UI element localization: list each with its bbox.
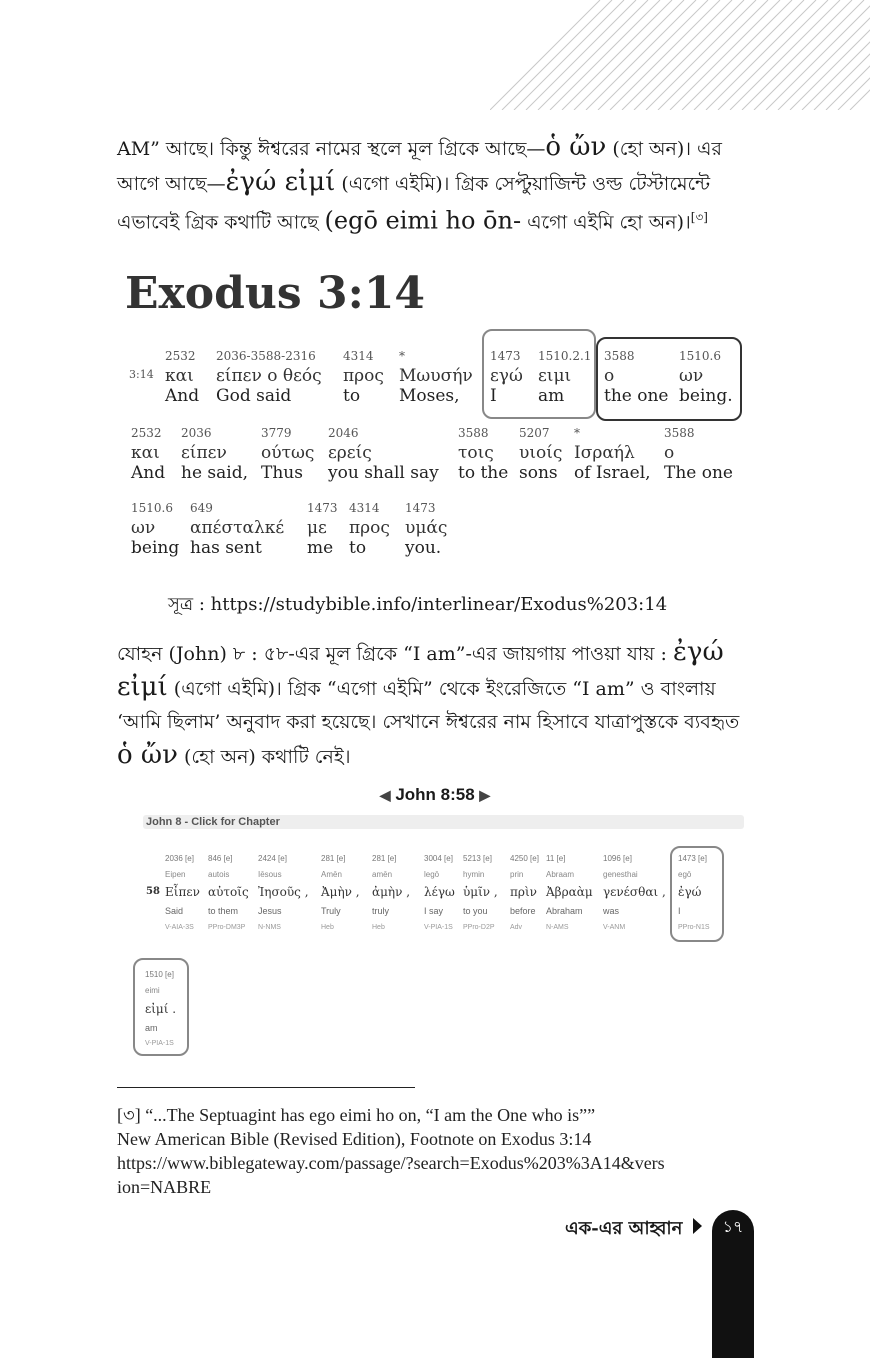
greek-word: εγώ <box>490 366 523 386</box>
text-span: এভাবেই গ্রিক কথাটি আছে <box>117 211 325 234</box>
corner-hatch-decoration <box>490 0 870 110</box>
english-gloss: Said <box>165 906 184 916</box>
english-gloss: has sent <box>190 538 262 558</box>
english-gloss: Abraham <box>546 906 583 916</box>
transliteration: genesthai <box>603 870 638 879</box>
latin-transliteration: (egō eimi ho ōn- <box>324 206 522 235</box>
highlight-eimi-box <box>133 958 189 1056</box>
strong-number[interactable]: 3004 [e] <box>424 854 453 863</box>
strong-number[interactable]: 2036 [e] <box>165 854 194 863</box>
greek-word: υμάς <box>405 518 448 538</box>
greek-word: ούτως <box>261 443 315 463</box>
greek-word: ἀμὴν , <box>372 885 411 899</box>
morphology: V-ANM <box>603 924 626 931</box>
greek-word: ερείς <box>328 443 372 463</box>
strong-number: 649 <box>190 501 213 515</box>
english-gloss: before <box>510 906 536 916</box>
strong-number[interactable]: 1510 [e] <box>145 970 174 979</box>
text-span: (হো অন)। এর <box>606 138 722 160</box>
strong-number[interactable]: 1473 [e] <box>678 854 707 863</box>
transliteration: prin <box>510 870 524 879</box>
footnote-line: New American Bible (Revised Edition), Footnote on Exodus 3:14 <box>117 1129 592 1149</box>
greek-eimi: εἰμί <box>117 672 168 702</box>
english-gloss: me <box>307 538 334 558</box>
english-gloss: I say <box>424 906 444 916</box>
strong-number: 2532 <box>131 426 162 440</box>
english-gloss: truly <box>372 906 390 916</box>
footnote-url[interactable]: ion=NABRE <box>117 1177 212 1197</box>
transliteration: eimi <box>145 986 160 995</box>
strong-number[interactable]: 281 [e] <box>372 854 397 863</box>
strong-number[interactable]: 1096 [e] <box>603 854 632 863</box>
greek-ho-on: ὁ ὤν <box>545 132 607 162</box>
morphology: Heb <box>321 924 334 931</box>
english-gloss: And <box>165 386 200 406</box>
greek-ego: ἐγώ <box>672 637 724 667</box>
morphology: PPro-DM3P <box>208 924 246 931</box>
greek-word: εἰμί . <box>145 1002 177 1016</box>
greek-word: ὑμῖν , <box>463 885 498 899</box>
page-number: ১৭ <box>722 1217 744 1236</box>
english-gloss: was <box>603 906 620 916</box>
transliteration: Iēsous <box>258 870 282 879</box>
strong-number[interactable]: 5213 [e] <box>463 854 492 863</box>
greek-word: ἐγώ <box>678 885 702 899</box>
greek-word: Ἰησοῦς , <box>258 885 309 899</box>
intro-line-3 <box>117 201 757 239</box>
strong-number: 2036-3588-2316 <box>216 349 316 363</box>
strong-number: * <box>399 349 405 363</box>
prev-arrow-icon[interactable]: ◀ <box>379 787 391 803</box>
john-paragraph <box>117 636 757 774</box>
greek-word: είπεν <box>181 443 227 463</box>
english-gloss: you shall say <box>328 463 439 483</box>
english-gloss: to <box>343 386 361 406</box>
text-span: (এগো এইমি)। গ্রিক সেপ্টুয়াজিন্ট ওল্ড টেস্টামেন্টে <box>335 173 711 195</box>
greek-word: προς <box>343 366 384 386</box>
english-gloss: sons <box>519 463 558 483</box>
greek-ego-eimi: ἐγώ εἰμί <box>225 167 336 197</box>
text-span: আগে আছে— <box>117 173 226 195</box>
morphology: V-AIA-3S <box>165 924 194 931</box>
exodus-title: Exodus 3:14 <box>125 268 426 319</box>
john-reference-title: John 8:58 <box>395 785 475 804</box>
intro-line-1 <box>117 131 757 166</box>
english-gloss: to the <box>458 463 509 483</box>
john-line-1 <box>117 636 757 671</box>
english-gloss: being <box>131 538 180 558</box>
morphology: Heb <box>372 924 385 931</box>
highlight-ho-on-box <box>596 337 742 421</box>
greek-word: ο <box>664 443 675 463</box>
chapter-link-bar[interactable]: John 8 - Click for Chapter <box>143 815 744 829</box>
english-gloss: I <box>490 386 497 406</box>
john-line-2 <box>117 671 757 706</box>
transliteration: Abraam <box>546 870 575 879</box>
english-gloss: of Israel, <box>574 463 651 483</box>
greek-word: ειμι <box>538 366 572 386</box>
strong-number: 4314 <box>343 349 374 363</box>
english-gloss: Thus <box>261 463 303 483</box>
english-gloss: the one <box>604 386 669 406</box>
greek-word: και <box>165 366 194 386</box>
intro-line-2 <box>117 166 757 201</box>
text-span: যোহন (John) ৮ : ৫৮-এর মূল গ্রিকে “I am”-এর জায়গায় পাওয়া যায় : <box>117 643 673 665</box>
strong-number: 1510.2.1 <box>538 349 592 363</box>
transliteration: amēn <box>372 870 393 879</box>
greek-word: τοις <box>458 443 494 463</box>
text-span: AM” আছে। কিন্তু ঈশ্বরের নামের স্থলে মূল গ্রিকে আছে— <box>117 138 546 160</box>
english-gloss: Truly <box>321 906 341 916</box>
greek-word: γενέσθαι , <box>603 885 666 899</box>
text-span: (এগো এইমি)। গ্রিক “এগো এইমি” থেকে ইংরেজিতে “I am” ও বাংলায় <box>167 678 716 700</box>
strong-number: 3588 <box>664 426 695 440</box>
verse-number: 3:14 <box>129 368 154 381</box>
running-footer-title: এক-এর আহ্বান <box>565 1218 683 1239</box>
text-span: (হো অন) কথাটি নেই। <box>177 746 351 768</box>
greek-word: υιοίς <box>519 443 563 463</box>
morphology: PPro-N1S <box>678 924 710 931</box>
greek-word: ων <box>131 518 156 538</box>
greek-word: Μωυσήν <box>399 366 473 386</box>
english-gloss: am <box>145 1023 158 1033</box>
greek-word: ο <box>604 366 615 386</box>
transliteration: egō <box>678 870 692 879</box>
strong-number[interactable]: 4250 [e] <box>510 854 539 863</box>
greek-word: απέσταλκέ <box>190 518 285 538</box>
verse-number: 58 <box>146 886 160 897</box>
english-gloss: to you <box>463 906 488 916</box>
footnote-ref[interactable]: [৩] <box>690 210 708 224</box>
greek-word: είπεν ο θεός <box>216 366 322 386</box>
english-gloss: you. <box>405 538 442 558</box>
next-arrow-icon[interactable]: ▶ <box>479 787 491 803</box>
greek-word: Ἀμὴν , <box>321 885 360 899</box>
english-gloss: to them <box>208 906 239 916</box>
strong-number: 2046 <box>328 426 359 440</box>
morphology: Adv <box>510 924 523 931</box>
strong-number: 2532 <box>165 349 196 363</box>
john-nav <box>0 785 870 805</box>
greek-word: ων <box>679 366 704 386</box>
strong-number: 3588 <box>458 426 489 440</box>
transliteration: Eipen <box>165 870 186 879</box>
greek-word: προς <box>349 518 390 538</box>
morphology: N-NMS <box>258 924 281 931</box>
footnote-line: [৩] “...The Septuagint has ego eimi ho on, “I am the One who is”” <box>117 1105 596 1125</box>
source-citation[interactable]: সূত্র : https://studybible.info/interlinear/Exodus%203:14 <box>168 594 668 615</box>
morphology: PPro-D2P <box>463 924 495 931</box>
highlight-ego-box <box>670 846 724 942</box>
strong-number[interactable]: 2424 [e] <box>258 854 287 863</box>
greek-ho-on: ὁ ὤν <box>117 740 178 770</box>
english-gloss: am <box>538 386 565 406</box>
english-gloss: Moses, <box>399 386 460 406</box>
strong-number[interactable]: 846 [e] <box>208 854 233 863</box>
english-gloss: Jesus <box>258 906 282 916</box>
english-gloss: to <box>349 538 367 558</box>
greek-word: Εἶπεν <box>165 885 200 899</box>
english-gloss: God said <box>216 386 292 406</box>
strong-number: 1473 <box>307 501 338 515</box>
greek-word: Ἀβραὰμ <box>546 885 593 899</box>
greek-word: λέγω <box>424 885 455 899</box>
strong-number: 1510.6 <box>679 349 721 363</box>
footnote-divider <box>117 1087 415 1088</box>
john-line-3: ‘আমি ছিলাম’ অনুবাদ করা হয়েছে। সেখানে ঈশ্বরের নাম হিসাবে যাত্রাপুস্তকে ব্যবহৃত <box>117 711 740 733</box>
english-gloss: he said, <box>181 463 248 483</box>
transliteration: hymin <box>463 870 485 879</box>
text-span: এগো এইমি হো অন)। <box>521 211 691 234</box>
greek-word: αὐτοῖς <box>208 885 249 899</box>
english-gloss: being. <box>679 386 733 406</box>
english-gloss: I <box>678 906 681 916</box>
strong-number: 3588 <box>604 349 635 363</box>
strong-number: * <box>574 426 580 440</box>
strong-number: 1510.6 <box>131 501 173 515</box>
highlight-ego-eimi-box <box>482 329 596 419</box>
strong-number: 3779 <box>261 426 292 440</box>
english-gloss: The one <box>664 463 733 483</box>
strong-number[interactable]: 281 [e] <box>321 854 346 863</box>
strong-number: 1473 <box>490 349 521 363</box>
greek-word: και <box>131 443 160 463</box>
transliteration: Amēn <box>321 870 342 879</box>
footnote <box>117 1103 757 1199</box>
morphology: V-PIA-1S <box>424 924 453 931</box>
strong-number: 2036 <box>181 426 212 440</box>
morphology: N-AMS <box>546 924 569 931</box>
greek-word: με <box>307 518 327 538</box>
strong-number[interactable]: 11 [e] <box>546 854 566 863</box>
strong-number: 5207 <box>519 426 550 440</box>
transliteration: legō <box>424 870 440 879</box>
strong-number: 1473 <box>405 501 436 515</box>
john-line-4 <box>117 739 757 774</box>
triangle-pointer-icon <box>693 1218 702 1234</box>
footnote-url[interactable]: https://www.biblegateway.com/passage/?search=Exodus%203%3A14&vers <box>117 1153 665 1173</box>
english-gloss: And <box>131 463 166 483</box>
greek-word: Ισραήλ <box>574 443 635 463</box>
greek-word: πρὶν <box>510 885 537 899</box>
morphology: V-PIA-1S <box>145 1040 174 1047</box>
intro-paragraph <box>117 131 757 239</box>
strong-number: 4314 <box>349 501 380 515</box>
transliteration: autois <box>208 870 230 879</box>
